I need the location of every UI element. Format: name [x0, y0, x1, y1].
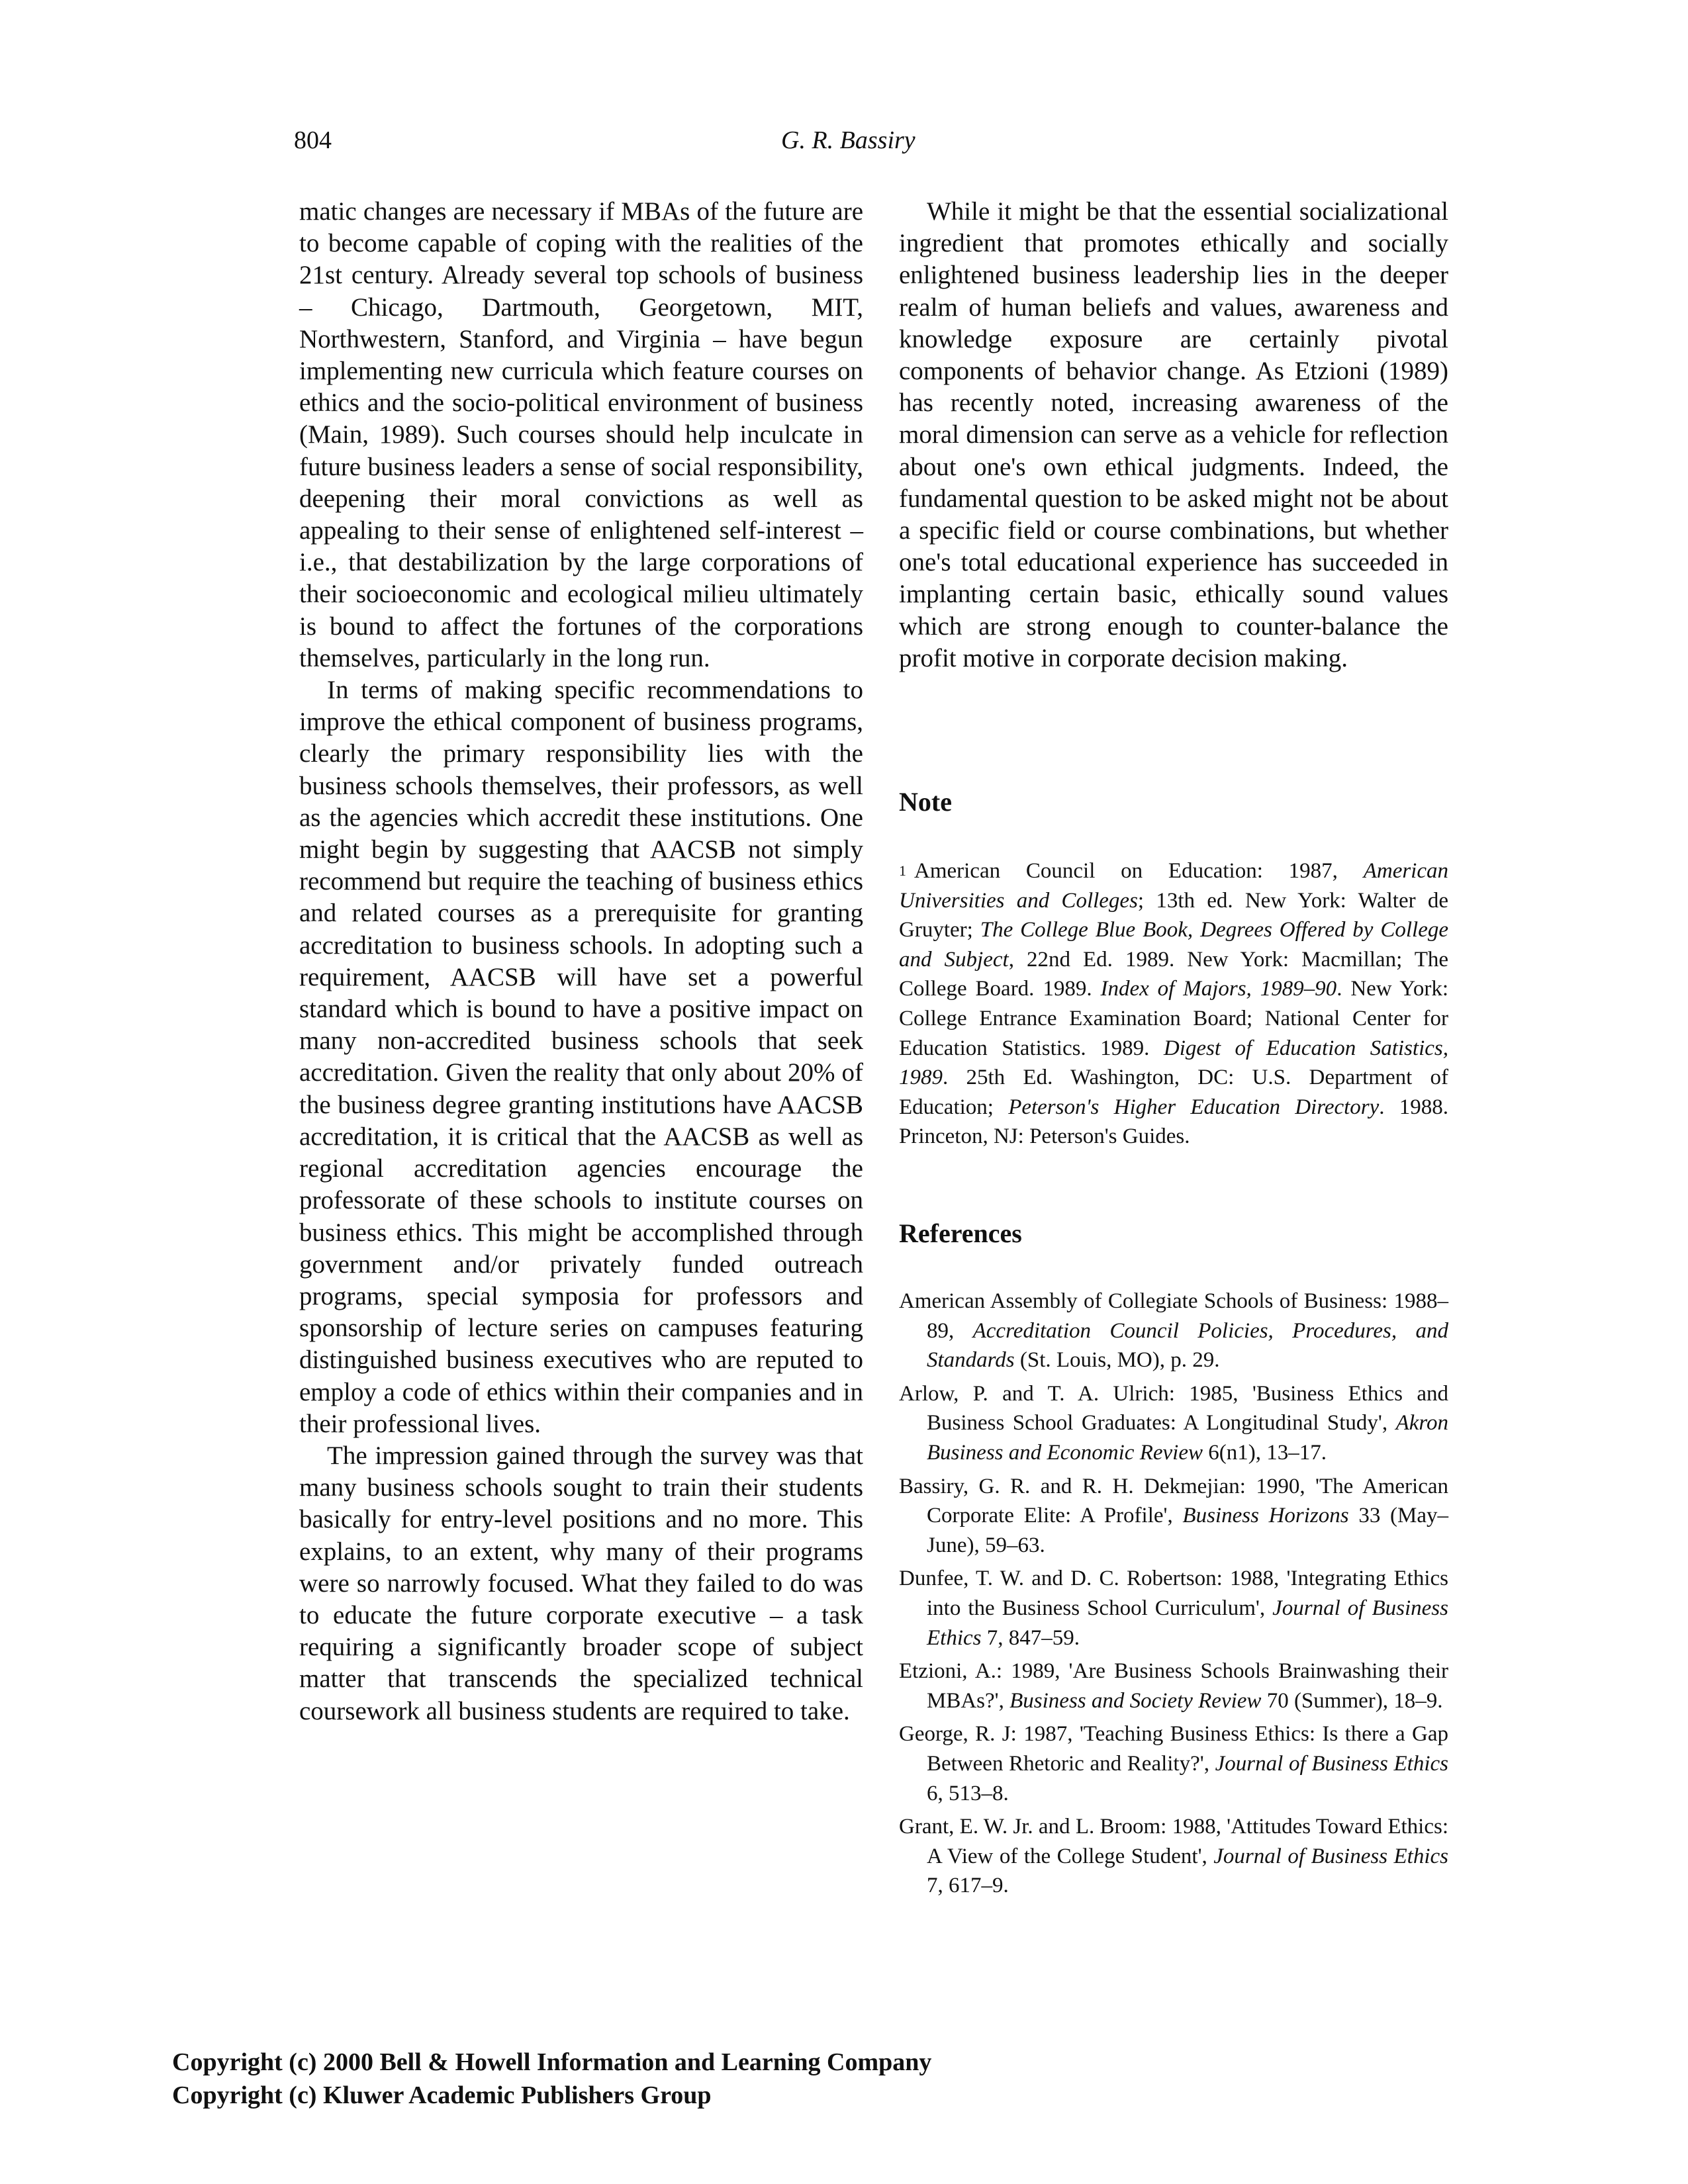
citation-text: George, R. J: 1987, 'Teaching Business Ethics: Is there a Gap Between Rhetoric and Reality?',	[899, 1722, 1448, 1776]
reference-item	[899, 1287, 1448, 1375]
note-heading: Note	[899, 787, 952, 817]
reference-item	[899, 1472, 1448, 1561]
reference-item	[899, 1657, 1448, 1715]
citation-text: American Assembly of Collegiate Schools of Business: 1988–89,	[899, 1289, 1448, 1343]
citation-text: . 1988. Princeton, NJ: Peterson's Guides.	[899, 1095, 1449, 1149]
italic-title: Akron Business and Economic Review	[927, 1411, 1448, 1465]
citation-text: . New York: College Entrance Examination Board; National Center for Education Statistics. 1989.	[899, 977, 1448, 1060]
citation-text: American Council on Education: 1987,	[914, 859, 1364, 883]
italic-title: Business Horizons	[1182, 1504, 1349, 1528]
copyright-line: Copyright (c) 2000 Bell & Howell Information and Learning Company	[172, 2048, 932, 2076]
citation-text: ; 13th ed. New York: Walter de Gruyter;	[899, 888, 1448, 942]
reference-item	[899, 1719, 1448, 1808]
citation-text: 7, 847–59.	[981, 1625, 1080, 1650]
italic-title: Journal of Business Ethics	[927, 1596, 1448, 1650]
body-paragraph: The impression gained through the survey was that many business schools sought to train their students basically for entry-level positions and no more. This explains, to an extent, why many of their programs were so narrowly focused. What they failed to do was to educate the future corporate executive – a task requiring a significantly broader scope of subject matter that transcends the specialized technical coursework all business students are required to take.	[299, 1441, 863, 1725]
footnote-text	[899, 859, 1448, 1148]
reference-list	[899, 1287, 1448, 1905]
citation-text: Bassiry, G. R. and R. H. Dekmejian: 1990, 'The American Corporate Elite: A Profile',	[899, 1474, 1448, 1528]
right-column	[899, 196, 1448, 674]
italic-title: Accreditation Council Policies, Procedures, and Standards	[927, 1318, 1448, 1373]
left-column	[299, 196, 863, 1727]
italic-title: American Universities and Colleges	[899, 859, 1448, 913]
citation-text: Arlow, P. and T. A. Ulrich: 1985, 'Business Ethics and Business School Graduates: A Longitudinal Study',	[899, 1381, 1448, 1435]
footnote	[899, 856, 1448, 1152]
italic-title: Journal of Business Ethics	[1215, 1751, 1448, 1776]
copyright-line: Copyright (c) Kluwer Academic Publishers Group	[172, 2081, 712, 2109]
citation-text: (St. Louis, MO), p. 29.	[1014, 1348, 1220, 1373]
running-head: G. R. Bassiry	[781, 126, 915, 154]
footnote-marker: 1	[899, 862, 906, 879]
body-paragraph: In terms of making specific recommendations to improve the ethical component of business programs, clearly the primary responsibility lies with the business schools themselves, their professors, as well as the agencies which accredit these institutions. One might begin by suggesting that AACSB not simply recommend but require the teaching of business ethics and related courses as a prerequisite for granting accreditation to business schools. In adopting such a requirement, AACSB will have set a powerful standard which is bound to have a positive impact on many non-accredited business schools that seek accreditation. Given the reality that only about 20% of the business degree granting institutions have AACSB accreditation, it is critical that the AACSB as well as regional accreditation agencies encourage the professorate of these schools to institute courses on business ethics. This might be accomplished through government and/or privately funded outreach programs, special symposia for professors and sponsorship of lecture series on campuses featuring distinguished business executives who are reputed to employ a code of ethics within their companies and in their professional lives.	[299, 676, 863, 1438]
italic-title: Digest of Education Satistics, 1989	[899, 1036, 1448, 1090]
reference-item	[899, 1812, 1448, 1901]
citation-text: 33 (May–June), 59–63.	[927, 1504, 1449, 1557]
citation-text: 6, 513–8.	[927, 1781, 1009, 1805]
italic-title: Journal of Business Ethics	[1213, 1844, 1449, 1868]
references-heading: References	[899, 1218, 1022, 1248]
citation-text: , 22nd Ed. 1989. New York: Macmillan; The College Board. 1989.	[899, 947, 1449, 1001]
citation-text: 6(n1), 13–17.	[1202, 1440, 1327, 1465]
citation-text: . 25th Ed. Washington, DC: U.S. Department of Education;	[899, 1066, 1448, 1119]
italic-title: Peterson's Higher Education Directory	[1008, 1095, 1380, 1119]
citation-text: Dunfee, T. W. and D. C. Robertson: 1988, 'Integrating Ethics into the Business School Curriculum',	[899, 1567, 1448, 1620]
reference-item	[899, 1379, 1448, 1468]
citation-text: Etzioni, A.: 1989, 'Are Business Schools Brainwashing their MBAs?',	[899, 1659, 1448, 1713]
italic-title: Index of Majors, 1989–90	[1100, 977, 1337, 1001]
body-paragraph: matic changes are necessary if MBAs of the future are to become capable of coping with the realities of the 21st century. Already several top schools of business – Chicago, Dartmouth, Georgetown, MIT, Northwestern, Stanford, and Virginia – have begun implementing new curricula which feature courses on ethics and the socio-political environment of business (Main, 1989). Such courses should help inculcate in future business leaders a sense of social responsibility, deepening their moral convictions as well as appealing to their sense of enlightened self-interest – i.e., that destabilization by the large corporations of their socioeconomic and ecological milieu ultimately is bound to affect the fortunes of the corporations themselves, particularly in the long run.	[299, 197, 863, 672]
citation-text: Grant, E. W. Jr. and L. Broom: 1988, 'Attitudes Toward Ethics: A View of the College Student',	[899, 1815, 1448, 1868]
reference-item	[899, 1564, 1448, 1653]
body-paragraph: While it might be that the essential socializational ingredient that promotes ethically and socially enlightened business leadership lies in the deeper realm of human beliefs and values, awareness and knowledge exposure are certainly pivotal components of behavior change. As Etzioni (1989) has recently noted, increasing awareness of the moral dimension can serve as a vehicle for reflection about one's own ethical judgments. Indeed, the fundamental question to be asked might not be about a specific field or course combinations, but whether one's total educational experience has succeeded in implanting certain basic, ethically sound values which are strong enough to counter-balance the profit motive in corporate decision making.	[899, 197, 1448, 672]
citation-text: 7, 617–9.	[927, 1874, 1009, 1898]
italic-title: The College Blue Book, Degrees Offered by College and Subject	[899, 918, 1448, 972]
citation-text: 70 (Summer), 18–9.	[1261, 1688, 1443, 1713]
page-number: 804	[294, 126, 332, 154]
italic-title: Business and Society Review	[1009, 1688, 1262, 1713]
